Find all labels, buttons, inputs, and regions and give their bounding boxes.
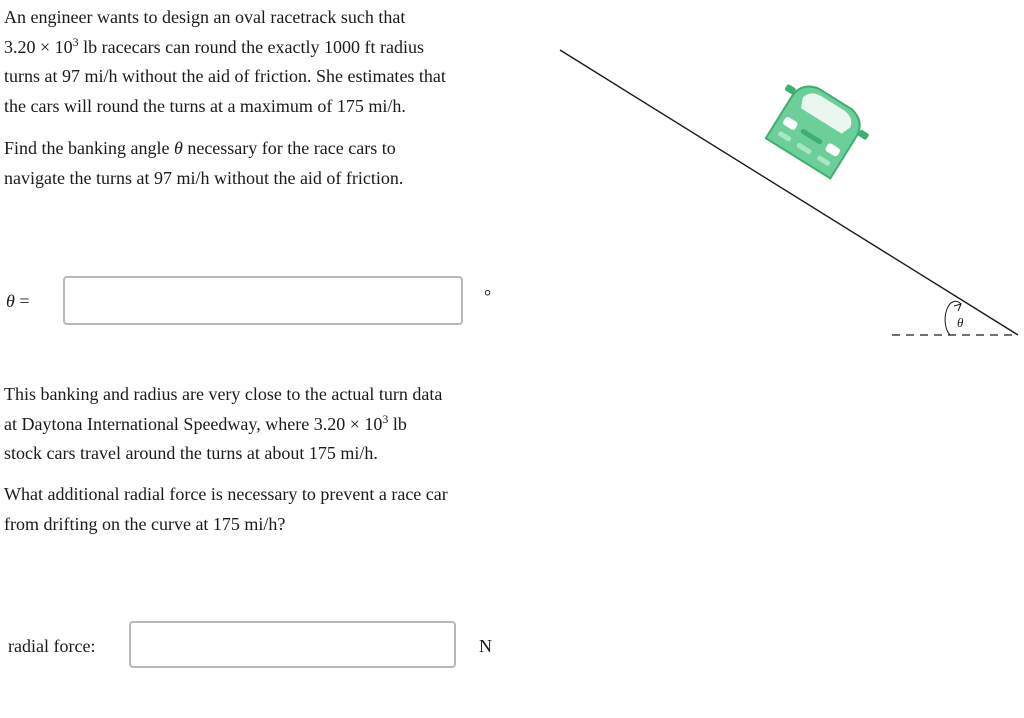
answer-1-theta: θ <box>6 291 15 311</box>
answer-1-equals: = <box>19 291 30 311</box>
theta-answer-input[interactable] <box>63 276 463 325</box>
intro-times-sign: × <box>40 36 51 57</box>
intro-mass-base: 10 <box>54 36 73 57</box>
intro-mass-exponent: 3 <box>72 34 79 49</box>
question-1-paragraph <box>4 134 403 193</box>
context-line-2-pre: at Daytona International Speedway, where <box>4 413 310 434</box>
context-line-3: stock cars travel around the turns at about 175 mi/h. <box>4 443 378 463</box>
answer-1-label <box>6 291 30 312</box>
question-1-line-2: navigate the turns at 97 mi/h without the aid of friction. <box>4 167 404 188</box>
context-line-1: This banking and radius are very close to the actual turn data <box>4 384 443 404</box>
banked-slope-line <box>560 50 1018 335</box>
question-1-theta: θ <box>173 138 183 158</box>
banked-track-figure <box>540 30 1024 350</box>
question-2-line-1: What additional radial force is necessary to prevent a race car <box>4 484 448 504</box>
angle-theta-label: θ <box>957 315 964 330</box>
angle-arrowhead <box>954 304 961 311</box>
context-mass-exponent: 3 <box>382 411 389 426</box>
intro-line-1: An engineer wants to design an oval racetrack such that <box>4 7 406 27</box>
context-times-sign: × <box>349 413 360 434</box>
radial-force-input[interactable] <box>129 621 456 668</box>
context-mass-mantissa: 3.20 <box>313 413 346 434</box>
intro-line-3: turns at 97 mi/h without the aid of friction. She estimates that <box>4 66 446 86</box>
context-mass-base: 10 <box>364 413 383 434</box>
race-car <box>757 74 875 184</box>
newton-unit: N <box>479 636 492 656</box>
intro-line-4: the cars will round the turns at a maximum of 175 mi/h. <box>4 95 406 116</box>
question-1-line-1-post: necessary for the race cars to <box>187 138 396 158</box>
question-2-paragraph <box>4 480 448 539</box>
radial-force-label: radial force: <box>8 636 96 656</box>
question-1-line-1-pre: Find the banking angle <box>4 138 170 158</box>
intro-line-2-rest: lb racecars can round the exactly 1000 ft radius <box>83 36 425 57</box>
intro-mass-mantissa: 3.20 <box>4 36 36 57</box>
question-2-line-2: from drifting on the curve at 175 mi/h? <box>4 513 286 534</box>
degree-unit: ° <box>484 286 492 306</box>
car-body <box>766 79 868 179</box>
context-line-2-post: lb <box>392 413 407 434</box>
intro-paragraph <box>4 3 446 121</box>
context-paragraph <box>4 380 442 469</box>
